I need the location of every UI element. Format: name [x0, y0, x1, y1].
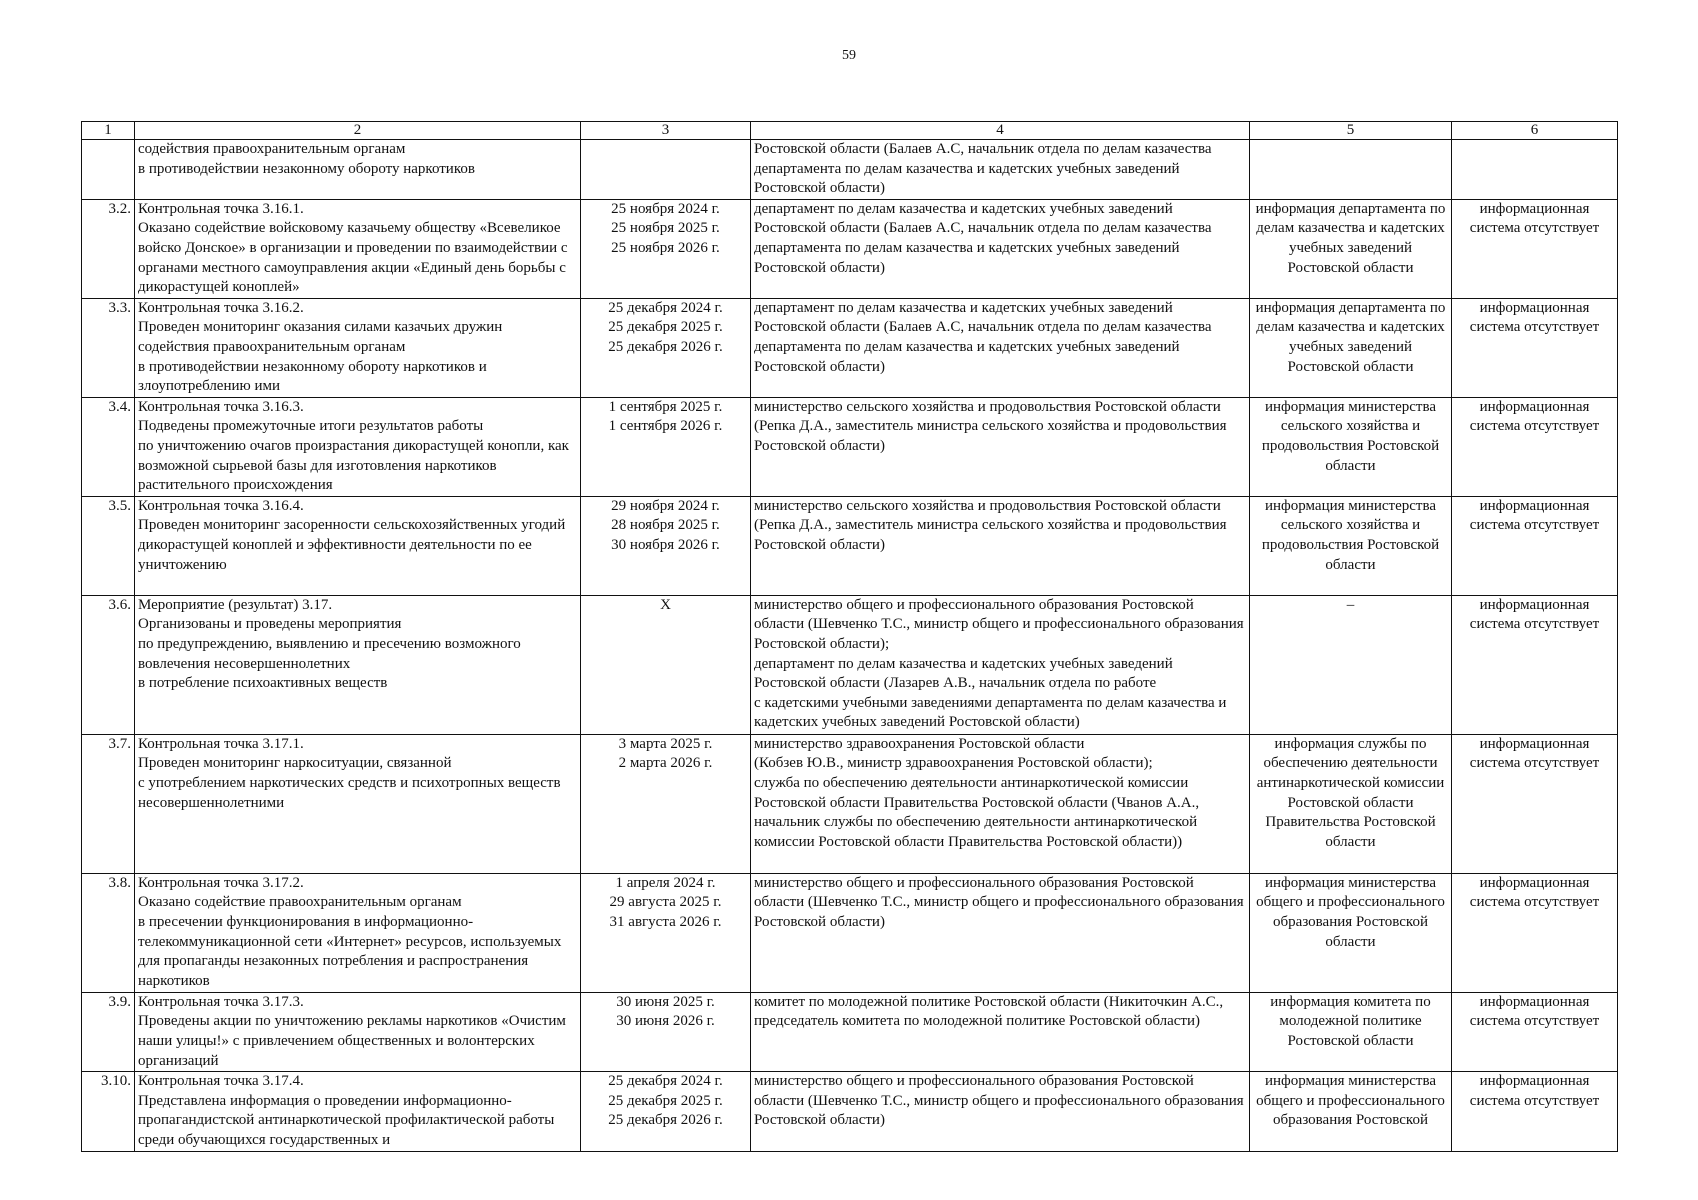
page-number: 59 — [842, 48, 856, 63]
table-row — [82, 734, 1618, 873]
row-name: Контрольная точка 3.17.3. Проведены акции по уничтожению рекламы наркотиков «Очистим наши улицы!» с привлечением общественных и волонтерских организаций — [135, 992, 581, 1071]
row-number: 3.7. — [82, 734, 135, 873]
row-system: информационная система отсутствует — [1452, 734, 1618, 873]
row-number: 3.9. — [82, 992, 135, 1071]
table-row — [82, 1072, 1618, 1151]
row-responsible: министерство общего и профессионального образования Ростовской области (Шевченко Т.С., министр общего и профессионального образования Ростовской области); департамент по делам казачества и кадетских учебных заведений Ростовской области (Лазарев А.В., начальник отдела по работе с кадетскими учебными заведениями департамента по делам казачества и кадетских учебных заведений Ростовской области) — [751, 595, 1250, 734]
row-responsible: министерство здравоохранения Ростовской области (Кобзев Ю.В., министр здравоохранения Ростовской области); служба по обеспечению деятельности антинаркотической комиссии Ростовской области Правительства Ростовской области (Чванов А.А., начальник службы по обеспечению деятельности антинаркотической комиссии Ростовской области Правительства Ростовской области)) — [751, 734, 1250, 873]
row-name: Контрольная точка 3.16.4. Проведен мониторинг засоренности сельскохозяйственных угодий дикорастущей коноплей и эффективности деятельности по ее уничтожению — [135, 496, 581, 595]
header-col-6: 6 — [1452, 122, 1618, 140]
row-document: информация министерства общего и профессионального образования Ростовской — [1250, 1072, 1452, 1151]
row-number: 3.10. — [82, 1072, 135, 1151]
table-row — [82, 496, 1618, 595]
table-row — [82, 199, 1618, 298]
header-row — [82, 122, 1618, 140]
row-document: информация департамента по делам казачества и кадетских учебных заведений Ростовской области — [1250, 199, 1452, 298]
row-name: Контрольная точка 3.16.2. Проведен мониторинг оказания силами казачьих дружин содействия правоохранительным органам в противодействии незаконному обороту наркотиков и злоупотреблению ими — [135, 298, 581, 397]
row-name: содействия правоохранительным органам в противодействии незаконному обороту наркотиков — [135, 140, 581, 200]
row-name: Контрольная точка 3.17.4. Представлена информация о проведении информационно-пропагандистской антинаркотической профилактической работы среди обучающихся государственных и — [135, 1072, 581, 1151]
row-name: Мероприятие (результат) 3.17. Организованы и проведены мероприятия по предупреждению, выявлению и пресечению возможного вовлечения несовершеннолетних в потребление психоактивных веществ — [135, 595, 581, 734]
table-row — [82, 397, 1618, 496]
row-name: Контрольная точка 3.16.3. Подведены промежуточные итоги результатов работы по уничтожению очагов произрастания дикорастущей конопли, как возможной сырьевой базы для изготовления наркотиков растительного происхождения — [135, 397, 581, 496]
row-dates: 25 ноября 2024 г. 25 ноября 2025 г. 25 ноября 2026 г. — [581, 199, 751, 298]
row-system — [1452, 140, 1618, 200]
row-responsible: департамент по делам казачества и кадетских учебных заведений Ростовской области (Балаев А.С, начальник отдела по делам казачества департамента по делам казачества и кадетских учебных заведений Ростовской области) — [751, 199, 1250, 298]
row-number: 3.5. — [82, 496, 135, 595]
row-document — [1250, 140, 1452, 200]
row-number: 3.4. — [82, 397, 135, 496]
row-system: информационная система отсутствует — [1452, 397, 1618, 496]
row-document: – — [1250, 595, 1452, 734]
header-col-2: 2 — [135, 122, 581, 140]
row-number: 3.3. — [82, 298, 135, 397]
row-responsible: Ростовской области (Балаев А.С, начальник отдела по делам казачества департамента по делам казачества и кадетских учебных заведений Ростовской области) — [751, 140, 1250, 200]
row-responsible: министерство сельского хозяйства и продовольствия Ростовской области (Репка Д.А., заместитель министра сельского хозяйства и продовольствия Ростовской области) — [751, 397, 1250, 496]
row-system: информационная система отсутствует — [1452, 873, 1618, 992]
row-name: Контрольная точка 3.17.1. Проведен мониторинг наркоситуации, связанной с употреблением наркотических средств и психотропных веществ несовершеннолетними — [135, 734, 581, 873]
row-system: информационная система отсутствует — [1452, 199, 1618, 298]
row-document: информация службы по обеспечению деятельности антинаркотической комиссии Ростовской области Правительства Ростовской области — [1250, 734, 1452, 873]
row-responsible: комитет по молодежной политике Ростовской области (Никиточкин А.С., председатель комитета по молодежной политике Ростовской области) — [751, 992, 1250, 1071]
row-responsible: министерство сельского хозяйства и продовольствия Ростовской области (Репка Д.А., заместитель министра сельского хозяйства и продовольствия Ростовской области) — [751, 496, 1250, 595]
header-col-1: 1 — [82, 122, 135, 140]
row-responsible: министерство общего и профессионального образования Ростовской области (Шевченко Т.С., министр общего и профессионального образования Ростовской области) — [751, 873, 1250, 992]
header-col-4: 4 — [751, 122, 1250, 140]
row-responsible: министерство общего и профессионального образования Ростовской области (Шевченко Т.С., министр общего и профессионального образования Ростовской области) — [751, 1072, 1250, 1151]
row-system: информационная система отсутствует — [1452, 496, 1618, 595]
row-dates: 3 марта 2025 г. 2 марта 2026 г. — [581, 734, 751, 873]
header-col-5: 5 — [1250, 122, 1452, 140]
activities-table — [81, 121, 1618, 1152]
row-system: информационная система отсутствует — [1452, 1072, 1618, 1151]
row-number — [82, 140, 135, 200]
table-row — [82, 992, 1618, 1071]
row-document: информация министерства сельского хозяйства и продовольствия Ростовской области — [1250, 496, 1452, 595]
row-document: информация министерства сельского хозяйства и продовольствия Ростовской области — [1250, 397, 1452, 496]
table-row — [82, 873, 1618, 992]
row-dates: 25 декабря 2024 г. 25 декабря 2025 г. 25 декабря 2026 г. — [581, 1072, 751, 1151]
row-document: информация департамента по делам казачества и кадетских учебных заведений Ростовской области — [1250, 298, 1452, 397]
table-row — [82, 140, 1618, 200]
table-row — [82, 298, 1618, 397]
header-col-3: 3 — [581, 122, 751, 140]
row-name: Контрольная точка 3.17.2. Оказано содействие правоохранительным органам в пресечении функционирования в информационно-телекоммуникационной сети «Интернет» ресурсов, используемых для пропаганды незаконных потребления и распространения наркотиков — [135, 873, 581, 992]
table-row — [82, 595, 1618, 734]
row-number: 3.2. — [82, 199, 135, 298]
row-dates — [581, 140, 751, 200]
row-document: информация комитета по молодежной политике Ростовской области — [1250, 992, 1452, 1071]
row-system: информационная система отсутствует — [1452, 595, 1618, 734]
row-dates: 30 июня 2025 г. 30 июня 2026 г. — [581, 992, 751, 1071]
row-dates: 25 декабря 2024 г. 25 декабря 2025 г. 25 декабря 2026 г. — [581, 298, 751, 397]
row-name: Контрольная точка 3.16.1. Оказано содействие войсковому казачьему обществу «Всевеликое войско Донское» в организации и проведении по взаимодействии с органами местного самоуправления акции «Единый день борьбы с дикорастущей коноплей» — [135, 199, 581, 298]
row-document: информация министерства общего и профессионального образования Ростовской области — [1250, 873, 1452, 992]
row-responsible: департамент по делам казачества и кадетских учебных заведений Ростовской области (Балаев А.С, начальник отдела по делам казачества департамента по делам казачества и кадетских учебных заведений Ростовской области) — [751, 298, 1250, 397]
row-dates: Х — [581, 595, 751, 734]
row-dates: 29 ноября 2024 г. 28 ноября 2025 г. 30 ноября 2026 г. — [581, 496, 751, 595]
row-number: 3.8. — [82, 873, 135, 992]
row-dates: 1 сентября 2025 г. 1 сентября 2026 г. — [581, 397, 751, 496]
row-number: 3.6. — [82, 595, 135, 734]
row-system: информационная система отсутствует — [1452, 298, 1618, 397]
row-dates: 1 апреля 2024 г. 29 августа 2025 г. 31 августа 2026 г. — [581, 873, 751, 992]
row-system: информационная система отсутствует — [1452, 992, 1618, 1071]
